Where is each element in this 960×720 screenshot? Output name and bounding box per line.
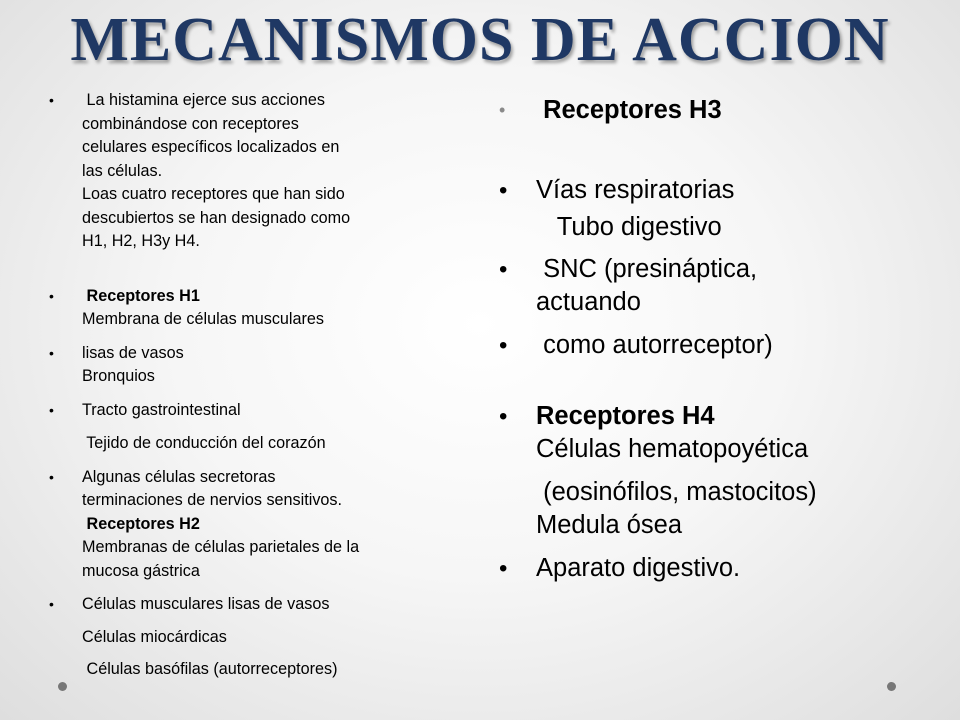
- list-item: [496, 174, 916, 244]
- list-item: [48, 626, 460, 650]
- right-column: [496, 94, 916, 585]
- item-heading: Receptores H4: [536, 402, 715, 430]
- bullet-icon: •: [499, 100, 506, 120]
- decorative-dot: [58, 682, 67, 691]
- bullet-icon: •: [499, 177, 508, 204]
- list-item: [48, 342, 460, 389]
- list-item: [496, 94, 916, 127]
- item-text: Aparato digestivo.: [536, 554, 741, 582]
- list-item: [48, 466, 460, 584]
- item-text: terminaciones de nervios sensitivos.: [82, 491, 343, 509]
- left-column: [48, 89, 460, 682]
- list-item: [496, 329, 916, 362]
- item-text: lisas de vasos: [82, 343, 184, 362]
- item-text: Tubo digestivo: [536, 213, 722, 241]
- item-text: Células hematopoyética: [536, 435, 809, 463]
- bullet-icon: •: [49, 344, 54, 361]
- bullet-icon: •: [49, 401, 54, 418]
- list-item: [496, 400, 916, 542]
- item-text: como autorreceptor): [536, 331, 773, 359]
- item-text: celulares específicos localizados en: [82, 138, 340, 156]
- item-text: descubiertos se han designado como: [82, 208, 351, 227]
- item-text: Vías respiratorias: [536, 176, 735, 204]
- item-text: Bronquios: [82, 367, 155, 385]
- item-text: Membrana de células musculares: [82, 310, 325, 328]
- item-text: (eosinófilos, mastocitos): [536, 478, 817, 506]
- item-text: Tejido de conducción del corazón: [82, 434, 326, 452]
- item-text: combinándose con receptores: [82, 114, 299, 133]
- item-text: H1, H2, H3y H4.: [82, 232, 200, 250]
- list-item: [496, 253, 916, 319]
- bullet-icon: •: [49, 596, 54, 612]
- item-text: Loas cuatro receptores que han sido: [82, 185, 345, 203]
- bullet-icon: •: [49, 468, 54, 485]
- item-heading: Receptores H3: [536, 96, 722, 124]
- list-item: [48, 658, 460, 682]
- bullet-icon: •: [499, 256, 508, 283]
- bullet-icon: •: [499, 403, 508, 430]
- item-text: las células.: [82, 161, 163, 180]
- item-text: Células miocárdicas: [82, 627, 227, 646]
- list-item: [48, 432, 460, 456]
- list-item: [48, 89, 460, 254]
- bullet-icon: •: [499, 332, 508, 359]
- item-heading: Receptores H2: [82, 514, 200, 533]
- item-text: Medula ósea: [536, 511, 683, 539]
- bullet-icon: •: [49, 92, 54, 108]
- item-heading: Receptores H1: [82, 286, 200, 305]
- bullet-icon: •: [499, 555, 508, 582]
- decorative-dot: [887, 682, 896, 691]
- list-item: [48, 399, 460, 423]
- list-item: [48, 285, 460, 332]
- item-text: Membranas de células parietales de la: [82, 538, 360, 556]
- item-text: SNC (presináptica,: [536, 255, 758, 283]
- item-text: mucosa gástrica: [82, 561, 200, 580]
- bullet-icon: •: [49, 287, 54, 304]
- item-text: Algunas células secretoras: [82, 467, 276, 486]
- item-text: La histamina ejerce sus acciones: [82, 91, 325, 109]
- item-text: Tracto gastrointestinal: [82, 400, 241, 419]
- item-text: Células musculares lisas de vasos: [82, 595, 330, 613]
- item-text: actuando: [536, 288, 641, 316]
- item-text: Células basófilas (autorreceptores): [82, 660, 338, 678]
- list-item: [48, 593, 460, 617]
- slide-title: MECANISMOS DE ACCION: [70, 6, 890, 74]
- list-item: [496, 552, 916, 585]
